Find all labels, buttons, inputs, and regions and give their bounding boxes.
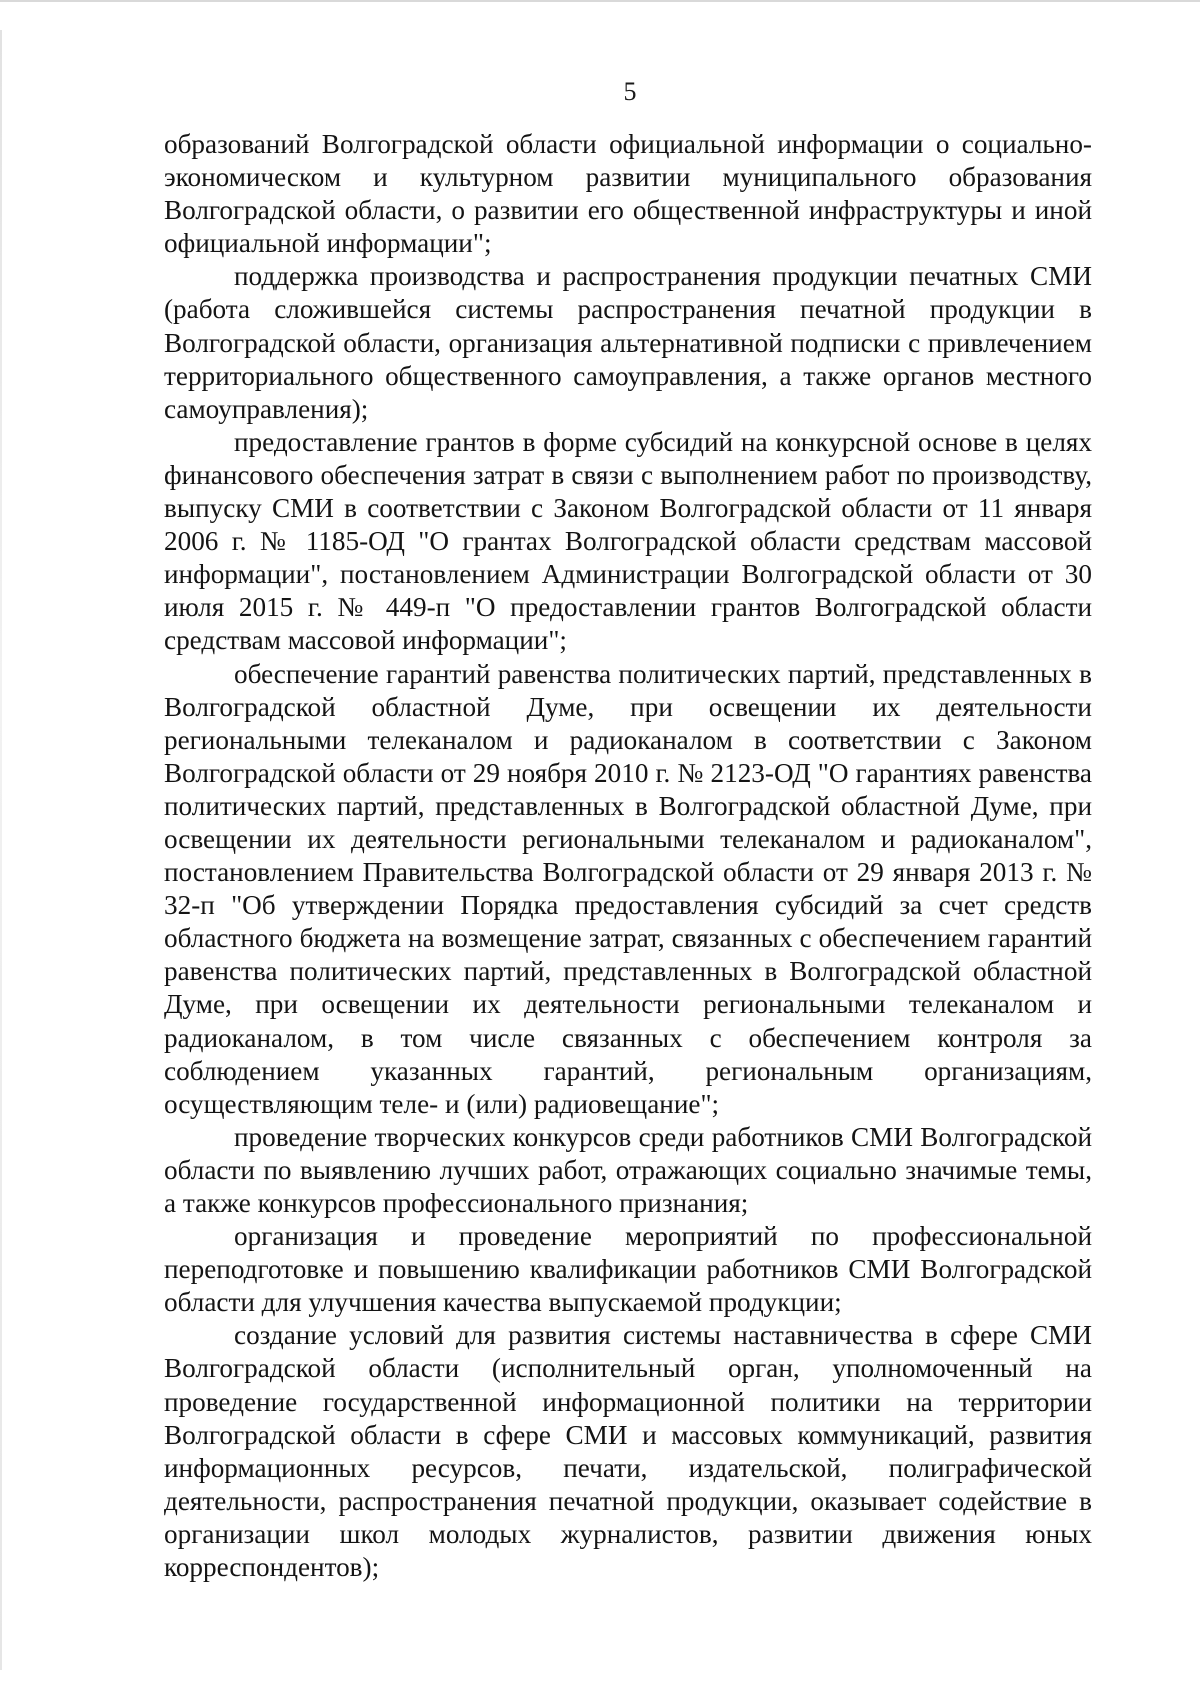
paragraph-continuation: образований Волгоградской области официальной информации о социально-экономическом и культурном развитии муниципального образования Волгоградской области, о развитии его общественной инфраструктуры и иной официальной информации"; (164, 129, 1092, 259)
page-top-edge (0, 0, 1200, 2)
paragraph-creative-contests: проведение творческих конкурсов среди работников СМИ Волгоградской области по выявлению лучших работ, отражающих социально значимые темы, а также конкурсов профессионального признания; (164, 1121, 1092, 1218)
paragraph-grants: предоставление грантов в форме субсидий на конкурсной основе в целях финансового обеспечения затрат в связи с выполнением работ по производству, выпуску СМИ в соответствии с Законом Волгоградской области от 11 января 2006 г. № 1185-ОД "О грантах Волгоградской области средствам массовой информации", постановлением Администрации Волгоградской области от 30 июля 2015 г. № 449-п "О предоставлении грантов Волгоградской области средствам массовой информации"; (164, 426, 1092, 656)
paragraph-party-equality: обеспечение гарантий равенства политических партий, представленных в Волгоградской областной Думе, при освещении их деятельности региональными телеканалом и радиоканалом в соответствии с Законом Волгоградской области от 29 ноября 2010 г. № 2123-ОД "О гарантиях равенства политических партий, представленных в Волгоградской областной Думе, при освещении их деятельности региональными телеканалом и радиоканалом", постановлением Правительства Волгоградской области от 29 января 2013 г. № 32-п "Об утверждении Порядка предоставления субсидий за счет средств областного бюджета на возмещение затрат, связанных с обеспечением гарантий равенства политических партий, представленных в Волгоградской областной Думе, при освещении их деятельности региональными телеканалом и радиоканалом, в том числе связанных с обеспечением контроля за соблюдением указанных гарантий, региональным организациям, осуществляющим теле- и (или) радиовещание"; (164, 658, 1092, 1119)
document-body (164, 128, 1092, 1584)
scan-left-edge (0, 30, 2, 1670)
paragraph-professional-training: организация и проведение мероприятий по профессиональной переподготовке и повышению квалификации работников СМИ Волгоградской области для улучшения качества выпускаемой продукции; (164, 1221, 1092, 1318)
page-number: 5 (623, 77, 637, 106)
paragraph-print-media-support: поддержка производства и распространения продукции печатных СМИ (работа сложившейся системы распространения печатной продукции в Волгоградской области, организация альтернативной подписки с привлечением территориального общественного самоуправления, а также органов местного самоуправления); (164, 261, 1092, 424)
paragraph-mentoring: создание условий для развития системы наставничества в сфере СМИ Волгоградской области (исполнительный орган, уполномоченный на проведение государственной информационной политики на территории Волгоградской области в сфере СМИ и массовых коммуникаций, развития информационных ресурсов, печати, издательской, полиграфической деятельности, распространения печатной продукции, оказывает содействие в организации школ молодых журналистов, развитии движения юных корреспондентов); (164, 1320, 1092, 1583)
